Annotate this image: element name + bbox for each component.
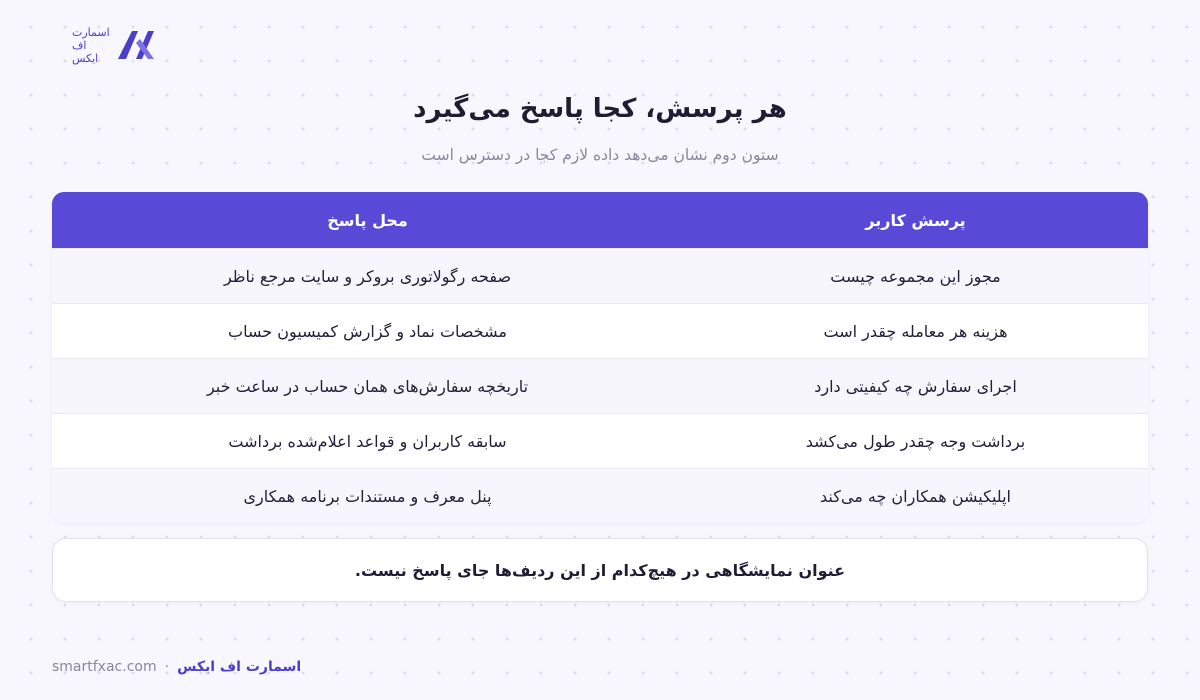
brand-logo bbox=[72, 22, 172, 68]
footer bbox=[52, 656, 301, 678]
note-box: عنوان نمایشگاهی در هیچ‌کدام از این ردیف‌ها جای پاسخ نیست. bbox=[52, 538, 1148, 602]
page-title: هر پرسش، کجا پاسخ می‌گیرد bbox=[413, 94, 787, 124]
cell-answer: مشخصات نماد و گزارش کمیسیون حساب bbox=[228, 321, 507, 341]
column-header-answer: محل پاسخ bbox=[327, 210, 408, 230]
footer-url[interactable]: smartfxac.com bbox=[52, 659, 157, 675]
cell-question: مجوز این مجموعه چیست bbox=[830, 266, 1001, 286]
table-row bbox=[52, 248, 1148, 303]
table-row bbox=[52, 303, 1148, 358]
logo-wordmark bbox=[72, 26, 110, 65]
logo-mark-icon bbox=[114, 25, 160, 65]
cell-question: اجرای سفارش چه کیفیتی دارد bbox=[814, 376, 1017, 396]
table-row bbox=[52, 413, 1148, 468]
logo-line: اسمارت bbox=[72, 25, 110, 39]
table-body bbox=[52, 248, 1148, 523]
cell-answer: سابقه کاربران و قواعد اعلام‌شده برداشت bbox=[228, 431, 507, 451]
table-row bbox=[52, 358, 1148, 413]
qa-table bbox=[52, 192, 1148, 523]
table-header bbox=[52, 192, 1148, 248]
cell-answer: صفحه رگولاتوری بروکر و سایت مرجع ناظر bbox=[223, 266, 512, 286]
logo-line: ایکس bbox=[72, 51, 99, 65]
footer-brand: اسمارت اف ایکس bbox=[177, 659, 302, 675]
logo-line: اف bbox=[72, 38, 87, 52]
cell-question: برداشت وجه چقدر طول می‌کشد bbox=[805, 431, 1026, 451]
cell-question: هزینه هر معامله چقدر است bbox=[823, 321, 1008, 341]
page-subtitle: ستون دوم نشان می‌دهد داده لازم کجا در دسترس است bbox=[421, 146, 779, 164]
column-header-question: پرسش کاربر bbox=[865, 210, 966, 230]
table-row bbox=[52, 468, 1148, 523]
cell-answer: پنل معرف و مستندات برنامه همکاری bbox=[243, 486, 492, 506]
cell-question: اپلیکیشن همکاران چه می‌کند bbox=[820, 486, 1011, 506]
footer-separator: · bbox=[164, 659, 170, 675]
cell-answer: تاریخچه سفارش‌های همان حساب در ساعت خبر bbox=[206, 376, 529, 396]
